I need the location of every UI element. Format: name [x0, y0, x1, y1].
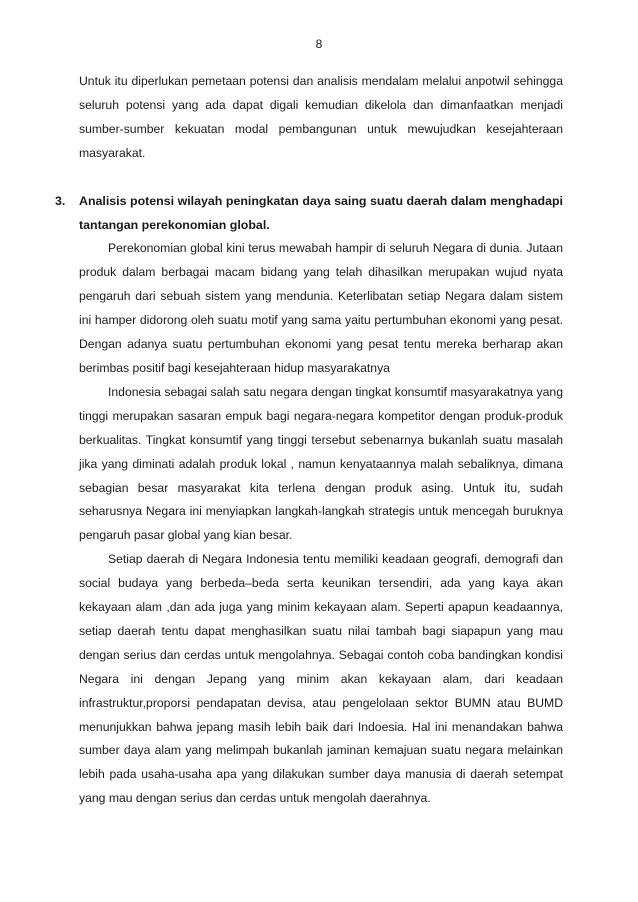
body-paragraph-3: Setiap daerah di Negara Indonesia tentu memiliki keadaan geografi, demografi dan social budaya yang berbeda–beda serta keunikan tersendiri, ada yang kaya akan kekayaan alam ,dan ada juga yang minim kekayaan alam. Seperti apapun keadaannya, setiap daerah tentu dapat menghasilkan suatu nilai tambah bagi siapapun yang mau dengan serius dan cerdas untuk mengolahnya. Sebagai contoh coba bandingkan kondisi Negara ini dengan Jepang yang minim akan kekayaan alam, dari keadaan infrastruktur,proporsi pendapatan devisa, atau pengelolaan sektor BUMN atau BUMD menunjukkan bahwa jepang masih lebih baik dari Indoesia. Hal ini menandakan bahwa sumber daya alam yang melimpah bukanlah jaminan kemajuan suatu negara melainkan lebih pada usaha-usaha apa yang dilakukan sumber daya manusia di daerah setempat yang mau dengan serius dan cerdas untuk mengolah daerahnya. [79, 552, 563, 806]
section-number: 3. [55, 193, 66, 208]
page-content [55, 70, 563, 811]
intro-paragraph: Untuk itu diperlukan pemetaan potensi dan analisis mendalam melalui anpotwil sehingga seluruh potensi yang ada dapat digali kemudian dikelola dan dimanfaatkan menjadi sumber-sumber kekuatan modal pembangunan untuk mewujudkan kesejahteraan masyarakat. [79, 74, 563, 160]
body-paragraph-2: Indonesia sebagai salah satu negara dengan tingkat konsumtif masyarakatnya yang tinggi merupakan sasaran empuk bagi negara-negara kompetitor dengan produk-produk berkualitas. Tingkat konsumtif yang tinggi tersebut sebenarnya bukanlah suatu masalah jika yang diminati adalah produk lokal , namun kenyataannya malah sebaliknya, dimana sebagian besar masyarakat kita terlena dengan produk asing. Untuk itu, sudah seharusnya Negara ini menyiapkan langkah-langkah strategis untuk mencegah buruknya pengaruh pasar global yang kian besar. [79, 384, 563, 543]
section-3 [55, 190, 563, 812]
page-number: 8 [315, 37, 323, 51]
body-paragraph-1: Perekonomian global kini terus mewabah hampir di seluruh Negara di dunia. Jutaan produk dalam berbagai macam bidang yang telah dihasilkan merupakan wujud nyata pengaruh dari sebuah sistem yang mendunia. Keterlibatan setiap Negara dalam sistem ini hamper didorong oleh suatu motif yang sama yaitu pertumbuhan ekonomi yang pesat. Dengan adanya suatu pertumbuhan ekonomi yang pesat tentu mereka berharap akan berimbas positif bagi kesejahteraan hidup masyarakatnya [79, 241, 563, 375]
section-heading: Analisis potensi wilayah peningkatan daya saing suatu daerah dalam menghadapi tantangan perekonomian global. [79, 193, 563, 232]
